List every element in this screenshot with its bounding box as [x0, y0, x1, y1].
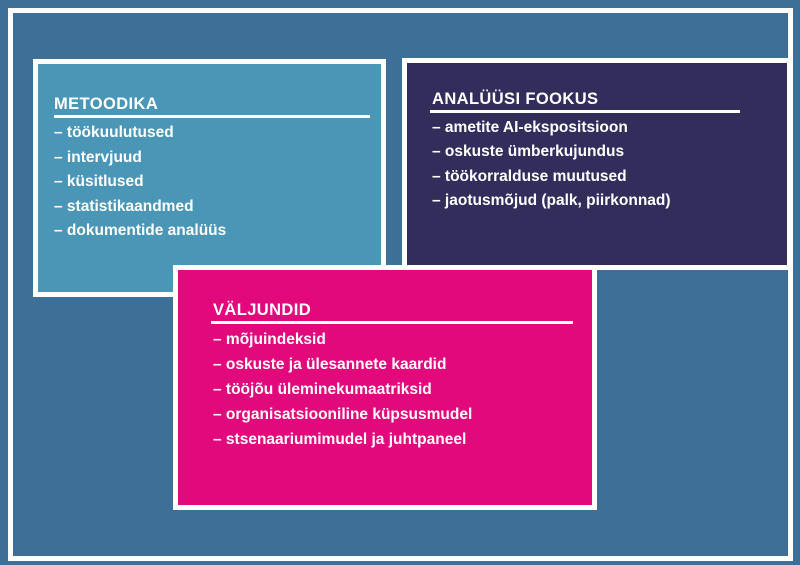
analyysi-fookus-box — [402, 58, 792, 270]
list-item: – ametite AI-ekspositsioon — [432, 119, 628, 136]
metoodika-box — [33, 59, 386, 297]
fookus-title-rule — [430, 110, 740, 113]
valjundid-title: VÄLJUNDID — [213, 301, 312, 319]
metoodika-title: METOODIKA — [54, 95, 159, 113]
list-item: – stsenaariumimudel ja juhtpaneel — [213, 431, 467, 448]
list-item: – töökuulutused — [54, 124, 174, 141]
metoodika-list — [54, 121, 381, 244]
list-item: – organisatsiooniline küpsusmudel — [213, 406, 473, 423]
list-item: – mõjuindeksid — [213, 331, 326, 348]
list-item: – töökorralduse muutused — [432, 167, 627, 185]
list-item: – jaotusmõjud (palk, piirkonnad) — [432, 192, 671, 210]
valjundid-list — [213, 327, 592, 452]
list-item: – küsitlused — [54, 173, 144, 191]
list-item: – oskuste ümberkujundus — [432, 143, 625, 161]
fookus-title: ANALÜÜSI FOOKUS — [432, 90, 599, 108]
list-item: – intervjuud — [54, 148, 142, 166]
list-item: – dokumentide analüüs — [54, 222, 227, 240]
list-item: – oskuste ja ülesannete kaardid — [213, 356, 447, 373]
metoodika-title-rule — [54, 115, 370, 118]
fookus-list — [432, 116, 787, 214]
valjundid-box — [173, 265, 597, 510]
list-item: – statistikaandmed — [54, 197, 194, 215]
valjundid-title-rule — [211, 321, 573, 324]
list-item: – tööjõu üleminekumaatriksid — [213, 381, 432, 398]
